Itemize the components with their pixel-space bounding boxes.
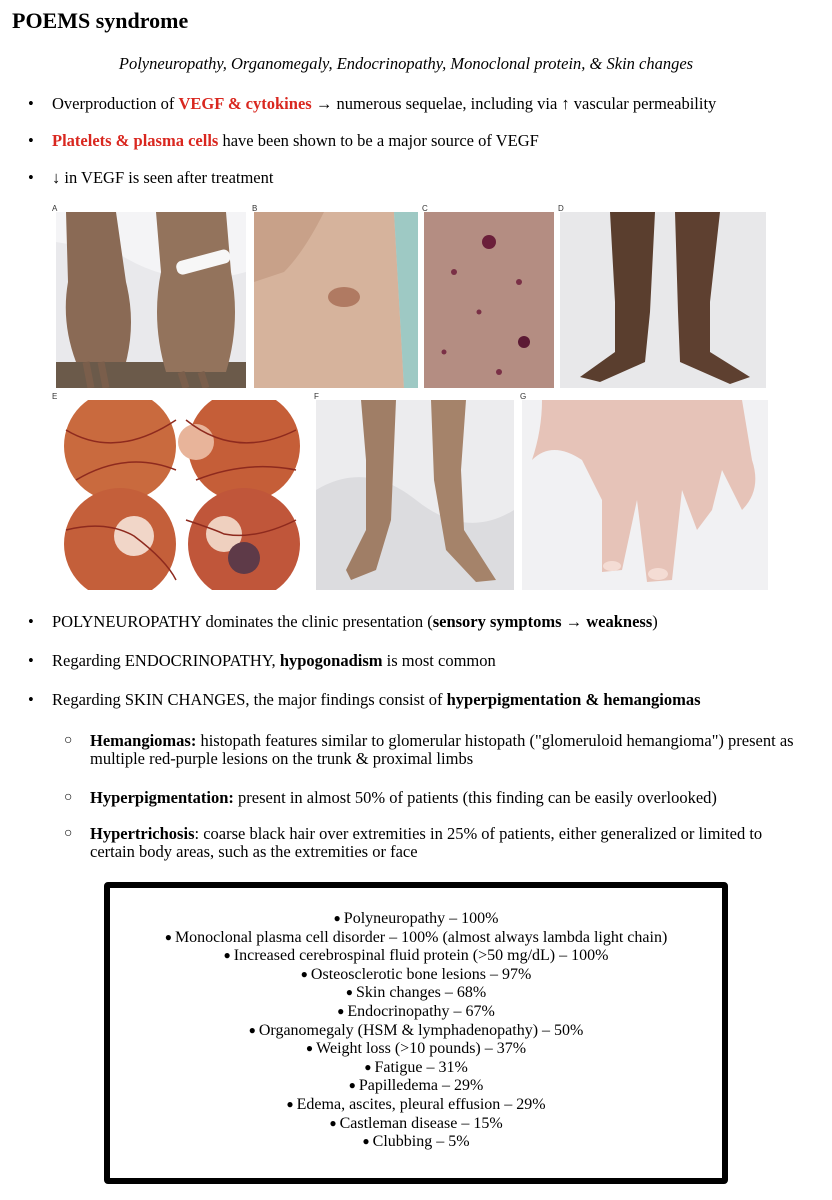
- bullet-platelets: • Platelets & plasma cells have been shown to be a major source of VEGF: [28, 131, 539, 150]
- photo-label-b: B: [252, 204, 258, 213]
- photo-label-g: G: [520, 392, 527, 401]
- bullet-polyneuropathy: • POLYNEUROPATHY dominates the clinic presentation (sensory symptoms → weakness): [28, 612, 658, 631]
- fundus-label-6: #6: [188, 580, 197, 589]
- fundus-label-3: #3: [188, 494, 197, 503]
- frequency-item: ● Weight loss (>10 pounds) – 37%: [110, 1040, 722, 1059]
- frequency-item: ● Papilledema – 29%: [110, 1077, 722, 1096]
- sub-bullet-hypertrichosis: ○ Hypertrichosis: coarse black hair over extremities in 25% of patients, either generalized or limited to certain body areas, such as the extremities or face: [64, 824, 763, 861]
- sub-bullet-hyperpigmentation: ○ Hyperpigmentation: present in almost 50% of patients (this finding can be easily overlooked): [64, 788, 717, 807]
- photo-label-f: F: [314, 392, 319, 401]
- photo-g-hand: [522, 400, 768, 590]
- frequency-item: ● Osteosclerotic bone lesions – 97%: [110, 966, 722, 985]
- frequency-item: ● Skin changes – 68%: [110, 984, 722, 1003]
- photo-a-hands: [56, 212, 246, 388]
- photo-d-legs: [560, 212, 766, 388]
- frequency-item: ● Organomegaly (HSM & lymphadenopathy) – 50%: [110, 1022, 722, 1041]
- frequency-item: ● Polyneuropathy – 100%: [110, 910, 722, 929]
- subtitle: Polyneuropathy, Organomegaly, Endocrinopathy, Monoclonal protein, & Skin changes: [118, 54, 694, 73]
- photo-label-e: E: [52, 392, 58, 401]
- sub-bullet-hemangiomas: ○ Hemangiomas: histopath features similar to glomerular histopath ("glomeruloid hemangioma") present as multiple red-purple lesions on the trunk & proximal limbs: [64, 731, 794, 768]
- bullet-endocrinopathy: • Regarding ENDOCRINOPATHY, hypogonadism is most common: [28, 651, 496, 670]
- frequency-item: ● Fatigue – 31%: [110, 1059, 722, 1078]
- frequency-box: [104, 882, 728, 1184]
- frequency-item: ● Endocrinopathy – 67%: [110, 1003, 722, 1022]
- frequency-item: ● Castleman disease – 15%: [110, 1115, 722, 1134]
- photo-label-c: C: [422, 204, 428, 213]
- clinical-photos-panel: [52, 204, 770, 592]
- frequency-item: ● Edema, ascites, pleural effusion – 29%: [110, 1096, 722, 1115]
- photo-c-hemangiomas: [424, 212, 554, 388]
- bullet-treatment: • ↓ in VEGF is seen after treatment: [28, 168, 274, 187]
- bullet-vegf: • Overproduction of VEGF & cytokines → numerous sequelae, including via ↑ vascular permeability: [28, 94, 717, 113]
- photo-e-fundus: [56, 400, 308, 590]
- photo-label-a: A: [52, 204, 58, 213]
- fundus-label-12: #12: [60, 494, 74, 503]
- photo-b-chest: [254, 212, 418, 388]
- photo-f-feet: [316, 400, 514, 590]
- frequency-item: ● Clubbing – 5%: [110, 1133, 722, 1152]
- frequency-item: ● Increased cerebrospinal fluid protein (>50 mg/dL) – 100%: [110, 947, 722, 966]
- bullet-skin-changes: • Regarding SKIN CHANGES, the major findings consist of hyperpigmentation & hemangiomas: [28, 690, 701, 709]
- frequency-item: ● Monoclonal plasma cell disorder – 100% (almost always lambda light chain): [110, 929, 722, 948]
- fundus-label-15: #15: [60, 580, 74, 589]
- photo-label-d: D: [558, 204, 564, 213]
- page-title: POEMS syndrome: [12, 8, 189, 33]
